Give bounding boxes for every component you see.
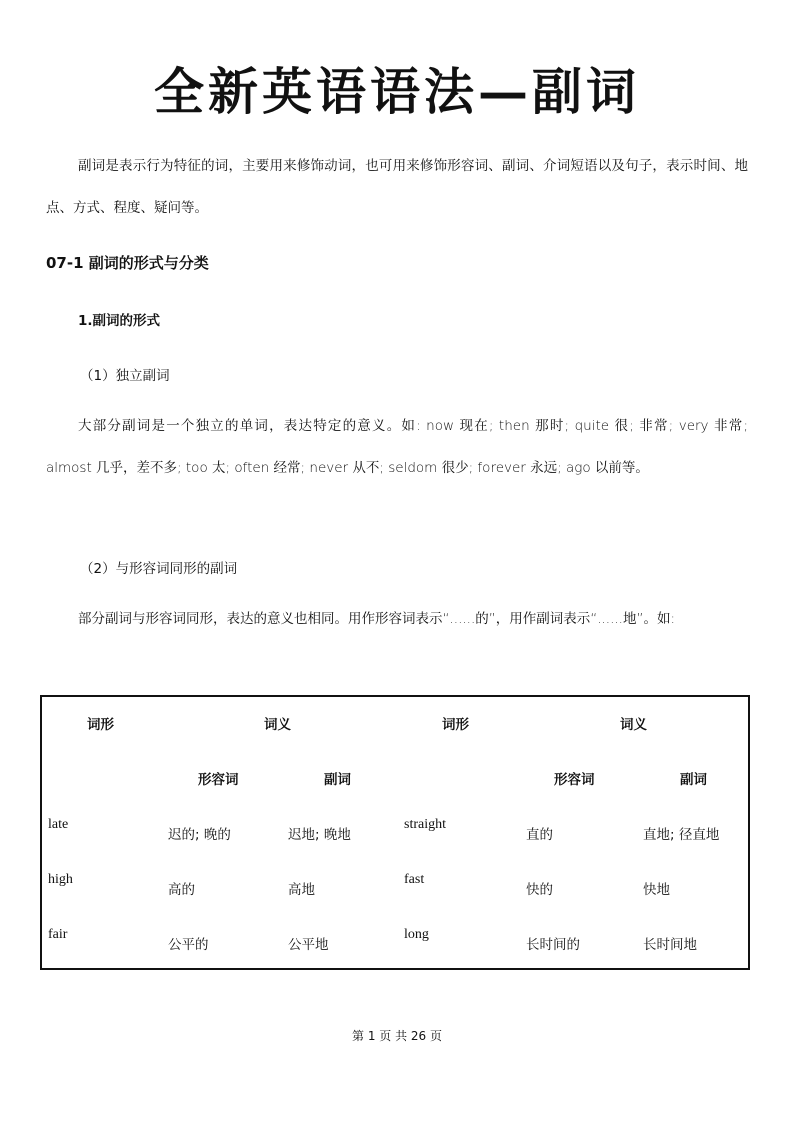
table-adj-meaning: 直的 xyxy=(526,827,553,843)
table-subheader-adj-left: 形容词 xyxy=(198,772,239,788)
table-adj-meaning: 快的 xyxy=(526,882,553,898)
table-adv-meaning: 高地 xyxy=(288,882,315,898)
table-adv-meaning: 公平地 xyxy=(288,937,329,953)
subsection-heading: 1.副词的形式 xyxy=(78,313,161,329)
intro-paragraph: 副词是表示行为特征的词，主要用来修饰动词，也可用来修饰形容词、副词、介词短语以及句子，表示时间、地点、方式、程度、疑问等。 xyxy=(46,158,748,216)
table-header-meaning-left: 词义 xyxy=(264,717,291,733)
table-word: fair xyxy=(48,927,68,942)
table-adv-meaning: 迟地; 晚地 xyxy=(288,827,351,843)
page-title: 全新英语语法—副词 xyxy=(154,62,640,121)
table-word: straight xyxy=(404,817,446,832)
item1-heading: （1）独立副词 xyxy=(80,368,170,384)
item1-paragraph: 大部分副词是一个独立的单词，表达特定的意义。如: now 现在; then 那时; quite 很; 非常; very 非常; almost 几乎，差不多; too 太; often 经常; never 从不; seldom 很少; forever 永远; ago 以前等。 xyxy=(46,418,748,476)
item2-heading: （2）与形容词同形的副词 xyxy=(80,561,238,577)
table-adv-meaning: 长时间地 xyxy=(643,937,697,953)
table-adj-meaning: 迟的; 晚的 xyxy=(168,827,231,843)
table-adv-meaning: 直地; 径直地 xyxy=(643,827,720,843)
table-word: late xyxy=(48,817,69,832)
table-adv-meaning: 快地 xyxy=(643,882,670,898)
table-header-form-left: 词形 xyxy=(87,717,114,733)
section-heading: 07-1 副词的形式与分类 xyxy=(46,254,209,272)
table-word: high xyxy=(48,872,73,887)
table-header-meaning-right: 词义 xyxy=(620,717,647,733)
table-adj-meaning: 高的 xyxy=(168,882,195,898)
table-subheader-adj-right: 形容词 xyxy=(554,772,595,788)
page-footer: 第 1 页 共 26 页 xyxy=(352,1029,442,1043)
item2-paragraph: 部分副词与形容词同形，表达的意义也相同。用作形容词表示“......的”，用作副词表示“......地”。如: xyxy=(78,611,676,627)
table-word: fast xyxy=(404,872,425,887)
table-subheader-adv-right: 副词 xyxy=(680,772,707,788)
table-word: long xyxy=(404,927,429,942)
table-adj-meaning: 长时间的 xyxy=(526,937,580,953)
adverb-form-table xyxy=(40,695,750,970)
table-adj-meaning: 公平的 xyxy=(168,937,209,953)
table-header-form-right: 词形 xyxy=(442,717,469,733)
table-subheader-adv-left: 副词 xyxy=(324,772,351,788)
